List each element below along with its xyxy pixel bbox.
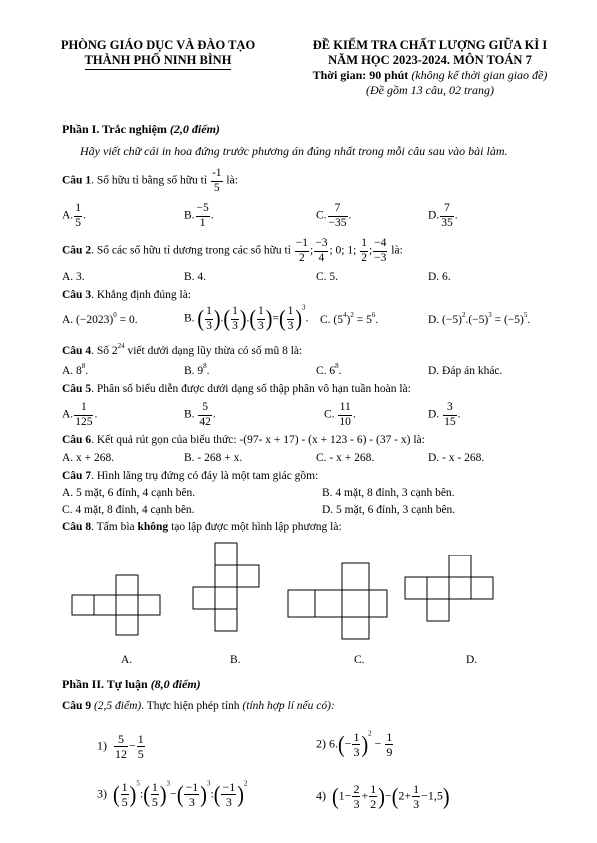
q4-option-c: C. $6^8$. — [316, 362, 342, 377]
q6-option-d: D. - x - 268. — [428, 452, 485, 464]
city-name: THÀNH PHỐ NINH BÌNH — [85, 53, 232, 70]
school-dept — [38, 38, 278, 70]
q1-option-c: C. $\frac{7}{-35}$ . — [316, 202, 352, 229]
net-label-d: D. — [466, 654, 478, 666]
q6-option-b: B. - 268 + x. — [184, 452, 243, 464]
q6-option-c: C. - x + 268. — [316, 452, 375, 464]
exam-title-block — [290, 38, 570, 98]
q3-option-d: D. $(-5)^2.(-5)^3 = (-5)^5$. — [428, 311, 531, 326]
q7-option-b: B. 4 mặt, 8 đỉnh, 3 cạnh bên. — [322, 487, 455, 499]
q2-option-b: B. 4. — [184, 271, 207, 283]
question-7: Câu 7. Hình lăng trụ đứng có đáy là một tam giác gồm: — [62, 470, 319, 482]
question-8: Câu 8. Tấm bìa không tạo lập được một hình lập phương là: — [62, 521, 342, 533]
q5-option-d: D. $\frac{3}{15}$ . — [428, 401, 461, 428]
q1-option-d: D. $\frac{7}{35}$ . — [428, 202, 458, 229]
question-4: Câu 4. Số $2^{24}$ viết dưới dạng lũy thừa có số mũ 8 là: — [62, 342, 303, 357]
exam-title: ĐỀ KIỂM TRA CHẤT LƯỢNG GIỮA KÌ I — [312, 38, 548, 52]
expression-1: 1) $\frac{5}{12}$ − $\frac{1}{5}$ — [97, 732, 144, 761]
exam-time-note: (không kể thời gian giao đề) — [411, 68, 548, 82]
q4-option-b: B. $9^8$. — [184, 362, 210, 377]
q1-option-b: B. $\frac{-5}{1}$ . — [184, 202, 214, 229]
cube-net-b — [190, 540, 270, 650]
q1-option-a: A. $\frac{1}{5}$ . — [62, 202, 86, 229]
part1-title: Phần I. Trắc nghiệm (2,0 điểm) — [62, 122, 220, 136]
question-9: Câu 9 (2,5 điểm). Thực hiện phép tính (tính hợp lí nếu có): — [62, 700, 335, 712]
exam-time: Thời gian: 90 phút — [312, 68, 409, 82]
q2-option-c: C. 5. — [316, 271, 339, 283]
expression-2: 2) 6.(− $\frac{1}{3}$ )$^2$ − $\frac{1}{9}$ — [316, 729, 393, 759]
q6-option-a: A. x + 268. — [62, 452, 115, 464]
part2-title: Phần II. Tự luận (8,0 điểm) — [62, 677, 201, 691]
q3-option-b: B. ( $\frac{1}{3}$ ).( $\frac{1}{3}$ ).( $\frac{1}{3}$ )=( $\frac{1}{3}$ )$^3$. — [184, 303, 309, 332]
q5-option-b: B. $\frac{5}{42}$ . — [184, 401, 216, 428]
q7-option-a: A. 5 mặt, 6 đỉnh, 4 cạnh bên. — [62, 487, 196, 499]
part1-instruction: Hãy viết chữ cái in hoa đứng trước phương án đúng nhất trong mỗi câu sau vào bài làm. — [80, 144, 508, 158]
exam-pages: (Đề gồm 13 câu, 02 trang) — [366, 83, 494, 97]
expression-4: 4) (1− $\frac{2}{3}$ + $\frac{1}{2}$ )−(2+ $\frac{1}{3}$ −1,5) — [316, 782, 450, 811]
net-label-c: C. — [354, 654, 365, 666]
net-label-a: A. — [121, 654, 133, 666]
q7-option-c: C. 4 mặt, 8 đỉnh, 4 cạnh bên. — [62, 504, 195, 516]
q4-option-d: D. Đáp án khác. — [428, 365, 503, 377]
exam-year-subject: NĂM HỌC 2023-2024. MÔN TOÁN 7 — [328, 53, 532, 67]
q5-option-a: A. $\frac{1}{125}$ . — [62, 401, 98, 428]
q3-option-c: C. $(5^4)^2 = 5^6$. — [320, 311, 379, 326]
q3-option-a: A. $(-2023)^0 = 0$. — [62, 311, 138, 326]
question-6: Câu 6. Kết quả rút gọn của biểu thức: -(97- x + 17) - (x + 123 - 6) - (37 - x) là: — [62, 434, 425, 446]
q5-option-c: C. $\frac{11}{10}$ . — [324, 401, 356, 428]
cube-net-d — [400, 555, 510, 645]
q2-option-a: A. 3. — [62, 271, 85, 283]
dept-name: PHÒNG GIÁO DỤC VÀ ĐÀO TẠO — [60, 38, 256, 52]
q2-option-d: D. 6. — [428, 271, 451, 283]
question-5: Câu 5. Phân số biểu diễn được dưới dạng số thập phân vô hạn tuần hoàn là: — [62, 383, 411, 395]
q7-option-d: D. 5 mặt, 6 đỉnh, 3 cạnh bên. — [322, 504, 456, 516]
q4-option-a: A. $8^8$. — [62, 362, 89, 377]
cube-net-c — [283, 555, 393, 645]
cube-net-a — [70, 570, 180, 640]
question-1: Câu 1. Số hữu tỉ bằng số hữu tỉ $\frac{-1}{5}$ là: — [62, 167, 238, 194]
net-label-b: B. — [230, 654, 241, 666]
question-3: Câu 3. Khẳng định đúng là: — [62, 289, 192, 301]
expression-3: 3) ( $\frac{1}{5}$ )$^5$:( $\frac{1}{5}$ )$^3$−( $\frac{-1}{3}$ )$^3$:( $\frac{-1}{3}$ )$^2$ — [97, 779, 248, 809]
question-2: Câu 2. Số các số hữu tỉ dương trong các số hữu tỉ $\frac{-1}{2}$ ; $\frac{-3}{4}$ ; 0; 1; $\frac{1}{2}$ ; $\frac{-4}{-3}$ là: — [62, 237, 403, 264]
